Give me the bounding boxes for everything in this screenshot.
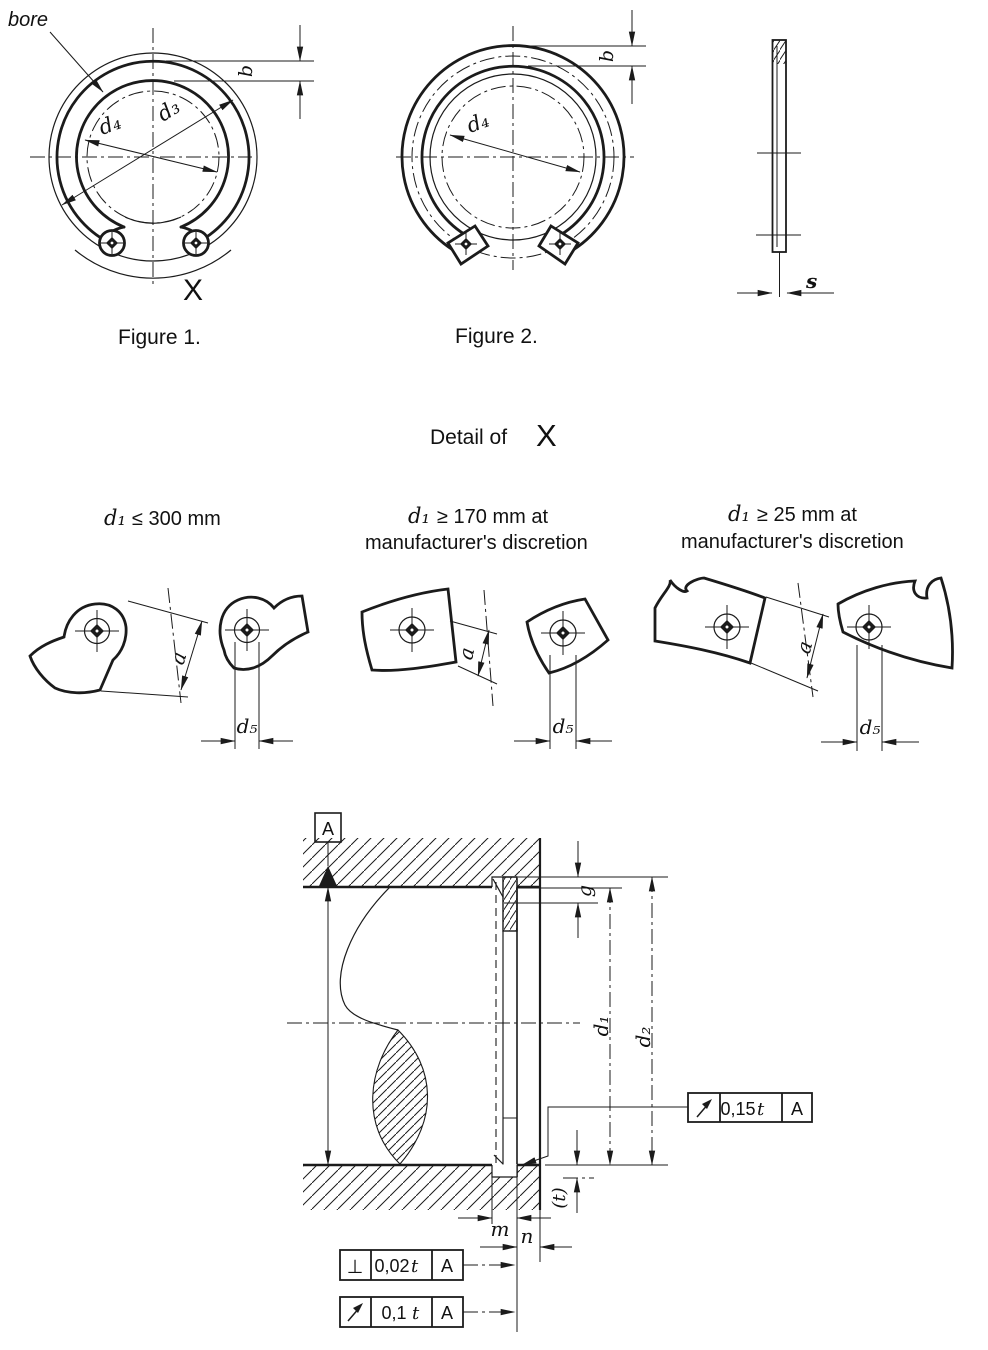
fcf1-leader	[522, 1107, 688, 1165]
condition2-symbol: d₁	[408, 504, 430, 528]
detail1-right-lug	[220, 596, 308, 670]
condition3-text: ≥ 25 mm at	[757, 504, 857, 526]
fcf3-datum: A	[440, 1303, 454, 1323]
ring-side-view	[737, 40, 834, 297]
detail3-left-lug	[655, 578, 765, 663]
condition2-text-line2: manufacturer's discretion	[365, 532, 588, 554]
d2-label: d₂	[631, 1026, 655, 1048]
perpendicularity-icon: ⊥	[346, 1257, 364, 1278]
fig2-b-dimension	[520, 10, 646, 104]
side-view-bar	[773, 40, 787, 252]
side-view-hatch	[773, 40, 786, 64]
runout-icon	[348, 1303, 363, 1321]
m-label: m	[490, 1217, 510, 1241]
detail1-a-label: a	[164, 648, 192, 668]
fcf-perpendicularity-002	[340, 1250, 515, 1280]
detail1-d5-label: d₅	[236, 714, 258, 738]
fig1-bore-label: bore	[8, 9, 49, 31]
fig2-d4-label: d₄	[463, 107, 493, 138]
t-dimension	[549, 1130, 594, 1213]
detail3-right-lug	[838, 578, 953, 668]
fcf2-datum: A	[440, 1256, 454, 1276]
detail-heading	[430, 418, 557, 453]
fcf-runout-015	[522, 1093, 812, 1165]
figure2-ring-free-state	[396, 10, 646, 348]
condition3-symbol: d₁	[728, 502, 750, 526]
detail-heading-x: X	[536, 418, 557, 453]
n-label: n	[520, 1224, 534, 1248]
fcf1-datum: A	[790, 1099, 804, 1119]
d1-dimension	[589, 888, 613, 1165]
groove-section-view	[287, 813, 812, 1332]
fig2-d4-dimension-line	[450, 135, 580, 172]
detail3-d5-dimension	[821, 645, 919, 751]
detail3-lug-ends	[655, 578, 953, 751]
condition-captions	[104, 502, 904, 554]
ring-chamfer-bottom	[494, 1155, 503, 1164]
detail2-d5-label: d₅	[552, 714, 574, 738]
d1-label: d₁	[589, 1015, 613, 1037]
detail3-d5-label: d₅	[859, 715, 881, 739]
condition1-text: ≤ 300 mm	[132, 508, 221, 530]
t-label: (t)	[549, 1187, 570, 1209]
fig1-bore-leader	[50, 32, 103, 92]
detail1-lug-ends	[30, 588, 308, 749]
condition2-text: ≥ 170 mm at	[437, 506, 549, 528]
fcf3-suffix: t	[412, 1303, 420, 1324]
detail1-left-lug	[30, 604, 126, 693]
s-dimension	[737, 269, 834, 293]
detail3-a-label: a	[790, 638, 818, 657]
fig1-d3-label: d₃	[152, 94, 185, 127]
runout-icon	[697, 1099, 712, 1117]
detail-heading-prefix: Detail of	[430, 426, 508, 449]
d2-dimension	[631, 877, 655, 1165]
fig1-d4-label: d₄	[95, 109, 125, 140]
condition1-symbol: d₁	[104, 506, 126, 530]
figure1-ring-installed	[8, 9, 314, 349]
m-dimension	[458, 1217, 551, 1241]
detail2-lug-ends	[362, 589, 612, 749]
fig2-b-label: b	[596, 49, 618, 63]
fig1-d4-dimension-line	[85, 140, 217, 172]
condition3-text-line2: manufacturer's discretion	[681, 531, 904, 553]
fcf2-suffix: t	[411, 1256, 419, 1277]
s-label: s	[806, 269, 818, 293]
bottom-groove-clear	[492, 1165, 517, 1178]
break-leaf-hatched	[373, 1030, 428, 1164]
datum-a-letter: A	[321, 819, 335, 839]
detail2-a-label: a	[453, 645, 480, 662]
fcf3-value: 0,1	[381, 1303, 407, 1323]
figure1-caption: Figure 1.	[118, 326, 201, 349]
fig1-b-dimension	[166, 25, 314, 119]
fcf1-value: 0,15	[720, 1099, 756, 1119]
ring-section-top	[503, 877, 517, 931]
fcf2-value: 0,02	[374, 1256, 410, 1276]
figure2-caption: Figure 2.	[455, 325, 538, 348]
g-label: g	[574, 884, 596, 898]
detail2-a-dimension	[450, 590, 497, 706]
g-dimension	[574, 841, 596, 938]
fig1-x-reference: X	[183, 274, 204, 307]
break-curve	[340, 887, 398, 1030]
fcf-runout-01	[340, 1297, 515, 1327]
fcf1-suffix: t	[757, 1099, 765, 1120]
detail2-right-lug	[527, 599, 608, 673]
fig1-b-label: b	[235, 64, 257, 78]
